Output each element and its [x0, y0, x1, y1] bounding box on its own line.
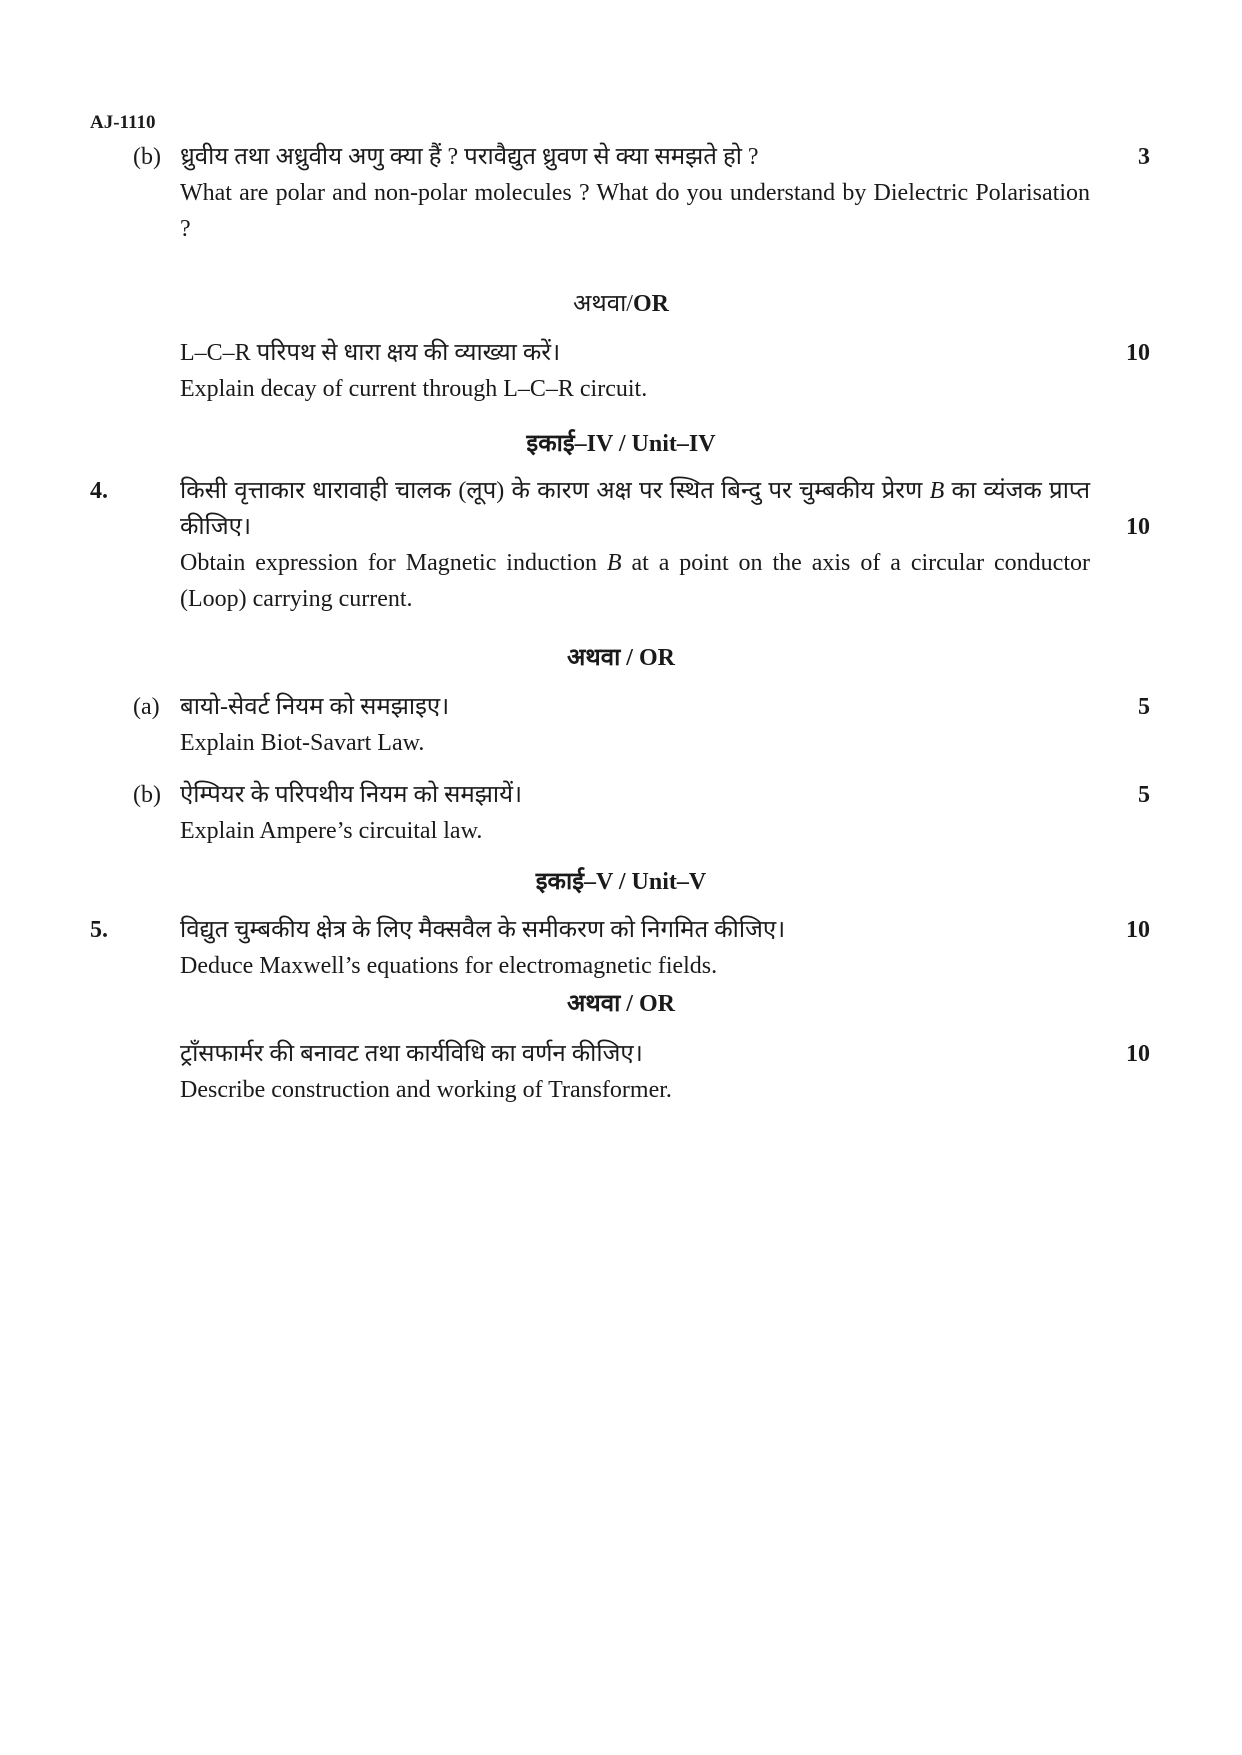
- question-5-hindi: विद्युत चुम्बकीय क्षेत्र के लिए मैक्सवैल के समीकरण को निगमित कीजिए।: [180, 917, 786, 943]
- question-3-alt-marks: 10: [1126, 340, 1150, 366]
- question-5-english: Deduce Maxwell’s equations for electromagnetic fields.: [180, 953, 718, 979]
- question-4a: [90, 689, 1150, 761]
- or-separator-1: [0, 286, 1242, 319]
- question-4-number: 4.: [90, 478, 108, 504]
- question-5-hindi-row: [90, 912, 1150, 948]
- question-3b-marks: 3: [1138, 144, 1150, 170]
- question-5-english-row: [90, 948, 1150, 984]
- or-separator-1-hindi: अथवा/: [573, 291, 633, 317]
- question-4-hindi-part-a: किसी वृत्ताकार धारावाही चालक (लूप) के कारण अक्ष पर स्थित बिन्दु पर चुम्बकीय प्रेरण: [180, 478, 930, 504]
- question-4-english-part-b: at a point on the axis of a circular conductor (Loop) carrying current.: [180, 550, 1090, 612]
- question-5-alt-english: Describe construction and working of Transformer.: [180, 1077, 672, 1103]
- question-4a-hindi: बायो-सेवर्ट नियम को समझाइए।: [180, 694, 450, 720]
- question-3-alt-hindi: L–C–R परिपथ से धारा क्षय की व्याख्या करें।: [180, 340, 561, 366]
- question-4-hindi-part-b: का व्यंजक प्राप्त कीजिए।: [180, 478, 1090, 540]
- question-5-alternative: [90, 1036, 1150, 1108]
- paper-code: AJ-1110: [90, 112, 156, 133]
- question-3b-english: What are polar and non-polar molecules ? What do you understand by Dielectric Polarisation ?: [180, 180, 1090, 242]
- question-4b-hindi: ऐम्पियर के परिपथीय नियम को समझायें।: [180, 782, 523, 808]
- question-4: [90, 473, 1150, 617]
- question-4a-english-row: [90, 725, 1150, 761]
- question-4a-label: (a): [133, 694, 160, 720]
- question-4b-english: Explain Ampere’s circuital law.: [180, 818, 483, 844]
- question-4-marks: 10: [1126, 514, 1150, 540]
- question-3-alt-english: Explain decay of current through L–C–R circuit.: [180, 376, 648, 402]
- question-4a-marks: 5: [1138, 694, 1150, 720]
- question-3b-hindi-row: [90, 139, 1150, 175]
- question-4-english: [180, 545, 1090, 617]
- question-4b-label: (b): [133, 782, 161, 808]
- question-5-marks: 10: [1126, 917, 1150, 943]
- question-5-alt-marks: 10: [1126, 1041, 1150, 1067]
- question-4a-english: Explain Biot-Savart Law.: [180, 730, 425, 756]
- question-5-alt-hindi-row: [90, 1036, 1150, 1072]
- question-4b-hindi-row: [90, 777, 1150, 813]
- question-5-alt-english-row: [90, 1072, 1150, 1108]
- question-4-english-part-a: Obtain expression for Magnetic induction: [180, 550, 607, 576]
- unit-v-heading: इकाई–V / Unit–V: [535, 869, 707, 895]
- question-4-hindi-row: [90, 473, 1150, 545]
- question-4-hindi-variable: B: [929, 478, 945, 504]
- question-5-number: 5.: [90, 917, 108, 943]
- or-separator-2: अथवा / OR: [567, 645, 675, 671]
- or-separator-1-english: OR: [632, 291, 669, 317]
- question-3-alt-english-row: [90, 371, 1150, 407]
- question-3b-label: (b): [133, 144, 161, 170]
- question-4-hindi: [180, 473, 1090, 545]
- question-4-english-variable: B: [606, 550, 622, 576]
- question-3b-english-row: [90, 175, 1150, 247]
- question-5-alt-hindi: ट्राँसफार्मर की बनावट तथा कार्यविधि का वर्णन कीजिए।: [180, 1041, 643, 1067]
- question-4b-marks: 5: [1138, 782, 1150, 808]
- question-5: [90, 912, 1150, 984]
- unit-iv-heading: इकाई–IV / Unit–IV: [526, 431, 716, 457]
- question-3-alternative: [90, 335, 1150, 407]
- question-4b: [90, 777, 1150, 849]
- question-3-alt-hindi-row: [90, 335, 1150, 371]
- question-4-english-row: [90, 545, 1150, 617]
- question-4b-english-row: [90, 813, 1150, 849]
- question-3b: [90, 139, 1150, 247]
- question-4a-hindi-row: [90, 689, 1150, 725]
- question-3b-hindi: ध्रुवीय तथा अध्रुवीय अणु क्या हैं ? परावैद्युत ध्रुवण से क्या समझते हो ?: [180, 144, 759, 170]
- or-separator-3: अथवा / OR: [567, 991, 675, 1017]
